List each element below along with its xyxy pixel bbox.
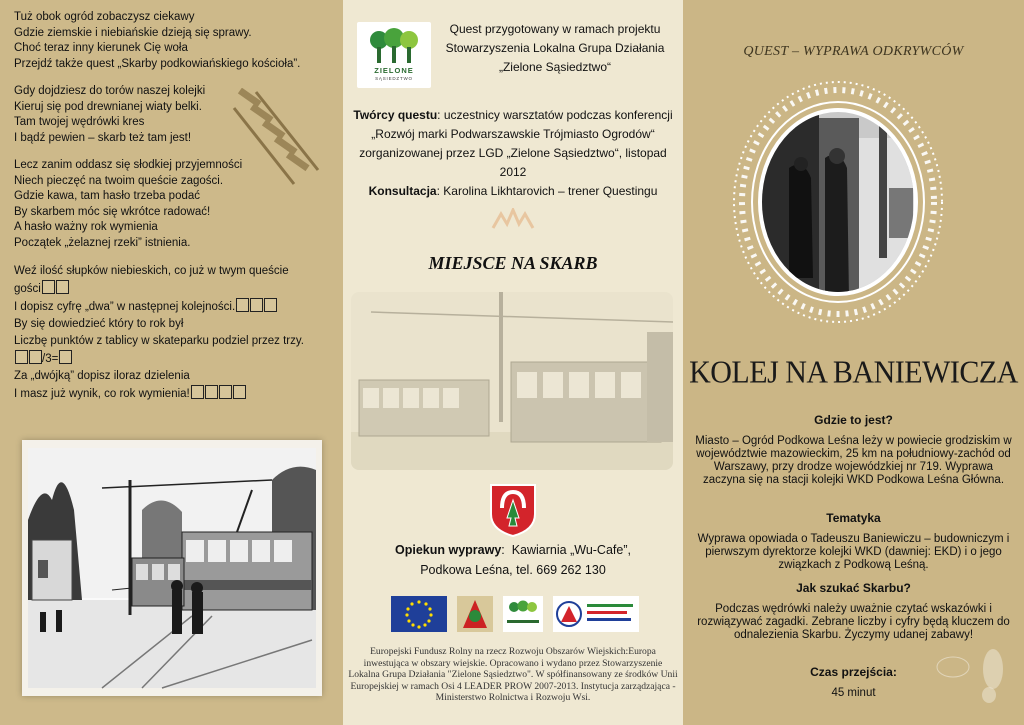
funding-note: Europejski Fundusz Rolny na rzecz Rozwoju Obszarów Wiejskich:Europa inwestująca w obszary wiejskie. Opracowano i wydano przez Stowarzyszenie Lokalna Grupa Działania "Zielone Sąsiedztwo". W spółfinansowany ze środków Unii Europejskiej w ramach Osi 4 LEADER PROW 2007-2013. Instytucja zarządzająca - Ministerstwo Rolnictwa i Rozwoju Wsi. <box>348 646 678 703</box>
main-title: KOLEJ NA BANIEWICZA <box>689 355 1018 390</box>
answer-box[interactable] <box>205 385 218 399</box>
consultation-info: Konsultacja: Karolina Likhtarovich – trener Questingu <box>368 184 658 198</box>
railway-track-icon <box>228 88 323 188</box>
eu-flag-icon <box>391 596 447 632</box>
answer-box[interactable] <box>236 298 249 312</box>
answer-box[interactable] <box>233 385 246 399</box>
answer-box[interactable] <box>191 385 204 399</box>
where-section: Gdzie to jest? Miasto – Ogród Podkowa Leśna leży w powiecie grodziskim w województwie mazowieckim, 25 km na południowy-zachód od Warszawy, przy drodze wojewódzkiej nr 719. Wyprawa zaczyna się na stacji kolejki WKD Podkowa Leśna Główna. <box>695 413 1012 486</box>
search-section: Jak szukać Skarbu? Podczas wędrówki należy uważnie czytać wskazówki i rozwiązywać zagadki. Zebrane liczby i cyfry będą kluczem do odnalezienia Skarbu. Życzymy udanej zabawy! <box>697 581 1010 641</box>
prow-logo-icon <box>553 596 639 632</box>
zielone-sasiedztwo-small-logo-icon <box>503 596 543 632</box>
leader-logo-icon <box>457 596 493 632</box>
stanza-3: Lecz zanim oddasz się słodkiej przyjemności Niech pieczęć na twoim queście zagości. Gdzie kawa, tam hasło trzeba podać By skarbem móc się wkrótce radować! A hasło ważny rok wymienia Początek „żelaznej rzeki” istnienia. <box>14 159 243 249</box>
answer-box[interactable] <box>264 298 277 312</box>
right-panel <box>683 0 1024 725</box>
sponsor-logos <box>391 594 641 634</box>
stanza-2: Gdy dojdziesz do torów naszej kolejki Kieruj się pod drewnianej wiaty belki. Tam twojej wędrówki kres I bądź pewien – skarb też tam jest! <box>14 85 206 144</box>
podkowa-lesna-crest-icon <box>488 482 538 538</box>
answer-box[interactable] <box>56 280 69 294</box>
quest-subtitle: QUEST – WYPRAWA ODKRYWCÓW <box>743 44 964 59</box>
puzzle-stanza: Weź ilość słupków niebieskich, co już w twym queście gości I dopisz cyfrę „dwa” w następnej kolejności. By się dowiedzieć który to rok był Liczbę punktów z tablicy w skateparku podziel przez trzy. /3= Za „dwójką” dopisz iloraz dzielenia I masz już wynik, co rok wymienia! <box>14 265 304 400</box>
left-panel <box>0 0 343 725</box>
treasure-place-heading: MIEJSCE NA SKARB <box>428 253 598 273</box>
answer-box[interactable] <box>250 298 263 312</box>
time-section: Czas przejścia: 45 minut <box>810 665 897 699</box>
faded-tram-image <box>351 292 673 470</box>
answer-box[interactable] <box>59 350 72 364</box>
answer-box[interactable] <box>15 350 28 364</box>
footprint-icon <box>923 645 1013 705</box>
theme-section: Tematyka Wyprawa opowiada o Tadeuszu Baniewiczu – budowniczym i pierwszym dyrektorze kolejki WKD (dawniej: EKD) i o jego związkach z Podkową Leśną. <box>697 511 1010 571</box>
zielone-sasiedztwo-logo: ZIELONE SĄSIEDZTWO <box>357 22 431 88</box>
guardian-info: Opiekun wyprawy: Kawiarnia „Wu-Cafe”, Podkowa Leśna, tel. 669 262 130 <box>395 543 631 577</box>
stanza-1: Tuż obok ogród zobaczysz ciekawy Gdzie ziemskie i niebiańskie dzieją się sprawy. Choć teraz inny kierunek Cię woła Przejdź także quest „Skarby podkowiańskiego kościoła”. <box>14 11 301 70</box>
decorative-ornament-icon <box>491 208 535 230</box>
riddle-text <box>14 10 335 403</box>
historic-tram-photo <box>22 440 322 696</box>
middle-panel <box>343 0 683 725</box>
creators-info: Twórcy questu: uczestnicy warsztatów podczas konferencji „Rozwój marki Podwarszawskie Trójmiasto Ogrodów“ zorganizowanej przez LGD „Zielone Sąsiedztwo“, listopad 2012 <box>353 108 673 179</box>
answer-box[interactable] <box>42 280 55 294</box>
ornate-oval-photo-frame <box>729 78 947 326</box>
project-intro: Quest przygotowany w ramach projektu Stowarzyszenia Lokalna Grupa Działania „Zielone Sąsiedztwo“ <box>445 22 665 74</box>
answer-box[interactable] <box>29 350 42 364</box>
answer-box[interactable] <box>219 385 232 399</box>
